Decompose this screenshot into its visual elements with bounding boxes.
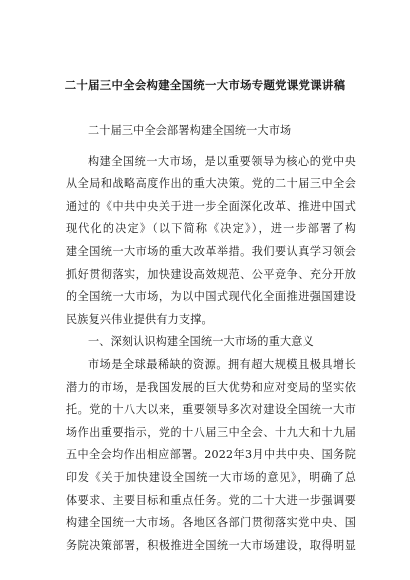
paragraph-line: 体要求、主要目标和重点任务。党的二十大进一步强调要 — [66, 493, 356, 507]
paragraph-line: 托。党的十八大以来，重要领导多次对建设全国统一大市 — [66, 403, 356, 417]
paragraph-line: 建全国统一大市场的重大改革举措。我们要认真学习领会 — [66, 244, 356, 258]
paragraph-line: 现代化的决定》（以下简称《决定》），进一步部署了构 — [66, 222, 356, 236]
paragraph-line: 五中全会均作出相应部署。2022年3月中共中央、国务院 — [66, 448, 356, 462]
paragraph-line: 抓好贯彻落实，加快建设高效规范、公平竞争、充分开放 — [66, 267, 356, 281]
section-heading: 一、深刻认识构建全国统一大市场的重大意义 — [88, 335, 314, 349]
paragraph-line: 潜力的市场，是我国发展的巨大优势和应对变局的坚实依 — [66, 380, 356, 394]
paragraph-line: 印发《关于加快建设全国统一大市场的意见》，明确了总 — [66, 470, 356, 484]
paragraph-line: 务院决策部署，积极推进全国统一大市场建设，取得明显 — [66, 538, 356, 552]
paragraph-line: 通过的《中共中央关于进一步全面深化改革、推进中国式 — [66, 199, 356, 213]
paragraph-line: 市场是全球最稀缺的资源。拥有超大规模且极具增长 — [88, 357, 356, 371]
paragraph-line: 构建全国统一大市场。各地区各部门贯彻落实党中央、国 — [66, 516, 356, 530]
paragraph-line: 民族复兴伟业提供有力支撑。 — [66, 312, 213, 326]
paragraph-line: 的全国统一大市场，为以中国式现代化全面推进强国建设 — [66, 290, 356, 304]
paragraph-line: 从全局和战略高度作出的重大决策。党的二十届三中全会 — [66, 177, 356, 191]
paragraph-line: 场作出重要指示，党的十八届三中全会、十九大和十九届 — [66, 425, 356, 439]
document-title: 二十届三中全会构建全国统一大市场专题党课党课讲稿 — [64, 78, 346, 92]
section-heading: 二十届三中全会部署构建全国统一大市场 — [88, 124, 292, 137]
paragraph-line: 构建全国统一大市场，是以重要领导为核心的党中央 — [88, 154, 356, 168]
spacer — [66, 143, 356, 151]
document-body — [66, 120, 356, 557]
